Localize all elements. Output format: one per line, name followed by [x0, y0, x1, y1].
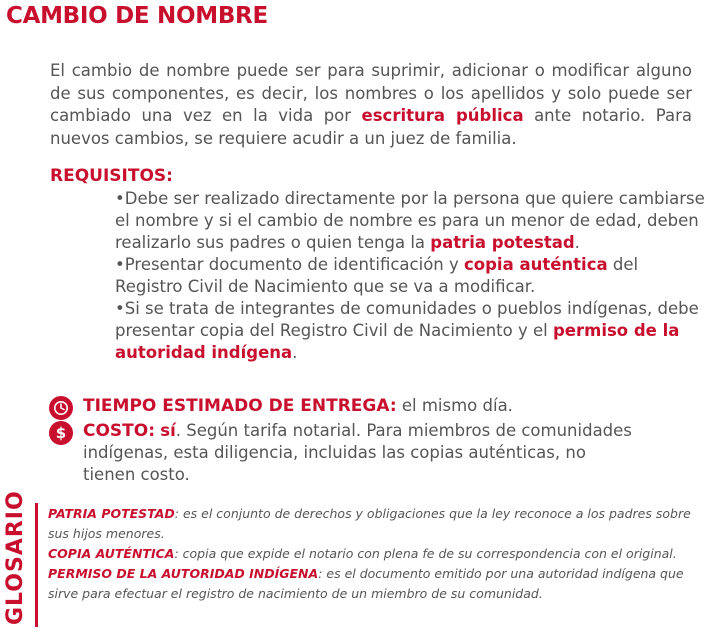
requisito-text: . — [574, 233, 580, 252]
glosario-divider — [35, 503, 38, 627]
delivery-info — [49, 395, 689, 486]
glosario-entries — [48, 504, 698, 604]
glosario-definition: : copia que expide el notario con plena fe de su correspondencia con el original. — [174, 546, 677, 561]
costo-description: . Según tarifa notarial. Para miembros de comunidades indígenas, esta diligencia, incluidas las copias auténticas, no tienen costo. — [83, 421, 632, 484]
glosario-entry — [48, 544, 698, 564]
intro-highlight: escritura pública — [361, 106, 524, 125]
glosario-term: PATRIA POTESTAD — [48, 506, 175, 521]
intro-paragraph — [50, 60, 692, 150]
tiempo-text — [83, 395, 513, 417]
glosario-term: PERMISO DE LA AUTORIDAD INDÍGENA — [48, 566, 319, 581]
requisito-highlight: permiso de la autoridad indígena — [115, 321, 680, 362]
requisito-highlight: patria potestad — [430, 233, 575, 252]
costo-text — [83, 420, 643, 486]
tiempo-label: TIEMPO ESTIMADO DE ENTREGA: — [83, 396, 397, 416]
costo-row — [49, 420, 689, 486]
requisito-highlight: copia auténtica — [464, 255, 608, 274]
costo-si: sí — [160, 421, 176, 440]
tiempo-value: el mismo día. — [396, 396, 513, 415]
requisitos-title: REQUISITOS: — [50, 166, 173, 186]
clock-icon — [49, 396, 73, 420]
intro-text-after: ante notario. Para nuevos cambios, se requiere acudir a un juez de familia. — [50, 106, 692, 148]
tiempo-row — [49, 395, 689, 420]
requisito-text: •Debe ser realizado directamente por la persona que quiere cambiarse el nombre y si el cambio de nombre es para un menor de edad, deben realizarlo sus padres o quien tenga la — [115, 189, 705, 252]
dollar-icon: $ — [49, 421, 73, 445]
glosario-entry — [48, 504, 698, 544]
glosario-term: COPIA AUTÉNTICA — [48, 546, 175, 561]
requisito-text: . — [292, 343, 298, 362]
requisito-text: •Presentar documento de identificación y — [115, 255, 464, 274]
requisitos-list — [115, 188, 705, 364]
requisito-item — [115, 254, 705, 298]
glosario-definition: : es el conjunto de derechos y obligaciones que la ley reconoce a los padres sobre sus hijos menores. — [48, 506, 691, 541]
glosario-entry — [48, 564, 698, 604]
requisito-text: •Si se trata de integrantes de comunidades o pueblos indígenas, debe presentar copia del Registro Civil de Nacimiento y el — [115, 299, 699, 340]
requisito-item — [115, 188, 705, 254]
glosario-definition: : es el documento emitido por una autoridad indígena que sirve para efectuar el registro de nacimiento de un miembro de su comunidad. — [48, 566, 684, 601]
glosario-label: GLOSARIO — [3, 490, 28, 625]
costo-label: COSTO: — [83, 421, 156, 441]
requisito-text: del Registro Civil de Nacimiento que se va a modificar. — [115, 255, 639, 296]
page-title: CAMBIO DE NOMBRE — [6, 3, 268, 29]
intro-text-before: El cambio de nombre puede ser para suprimir, adicionar o modificar alguno de sus componentes, es decir, los nombres o los apellidos y solo puede ser cambiado una vez en la vida por — [50, 61, 692, 125]
requisito-item — [115, 298, 705, 364]
